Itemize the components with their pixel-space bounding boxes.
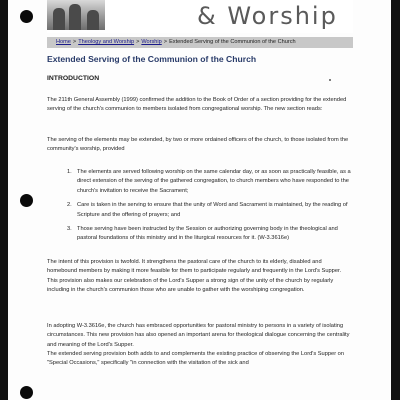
paragraph-1: The 211th General Assembly (1999) confirmed the addition to the Book of Order of a section providing for the extended serving of the church's communion to members isolated from congregational worship. The new section reads: [47, 97, 347, 113]
list-item: 3. Those serving have been instructed by the Session or authorizing governing body in the theological and pastoral foundations of this ministry and in the liturgical resources for it. (W-3.3616e) [67, 226, 338, 242]
breadcrumb-link-worship[interactable]: Worship [141, 39, 162, 45]
article [47, 54, 357, 367]
stray-mark [329, 79, 331, 81]
scan-edge-right [391, 0, 400, 400]
printed-page [8, 0, 391, 400]
list-item: 2. Care is taken in the serving to ensure that the unity of Word and Sacrament is maintained, by the reading of Scripture and the offering of prayers; and [67, 202, 348, 218]
section-heading: INTRODUCTION [47, 75, 100, 82]
paragraph-4: In adopting W-3.3616e, the church has embraced opportunities for pastoral ministry to persons in a variety of isolating circumstances. This new provision has also opened an important arena for theological dialogue concerning the centrality and meaning of the Lord's Supper. [47, 323, 350, 348]
banner-title [197, 0, 338, 30]
paragraph-2: The serving of the elements may be extended, by two or more ordained officers of the church, to those isolated from the community's worship, provided [47, 137, 349, 153]
page-title: Extended Serving of the Communion of the Church [47, 54, 257, 64]
banner-photo-icon [47, 0, 105, 30]
breadcrumb-link-theology-worship[interactable]: Theology and Worship [78, 39, 135, 45]
breadcrumb-separator: > [163, 39, 168, 45]
banner-title-top [197, 0, 323, 1]
scan-edge-left [0, 0, 8, 400]
paragraph-3: The intent of this provision is twofold. It strengthens the pastoral care of the church to its elderly, disabled and homebound members by making it more feasible for them to participate regularly and frequently in the Lord's Supper. This provision also makes our celebration of the Lord's Supper a strong sign of the unity of the church by regularly including in the church's communion those who are unable to gather with the worshiping congregation. [47, 259, 342, 294]
breadcrumb-current: Extended Serving of the Communion of the Church [169, 39, 296, 45]
banner-title-main: & Worship [197, 2, 338, 30]
breadcrumb-separator: > [72, 39, 77, 45]
site-banner [47, 0, 353, 33]
breadcrumb [47, 37, 353, 48]
provision-list [67, 168, 355, 249]
binder-hole-icon [20, 386, 33, 399]
list-item: 1. The elements are served following worship on the same calendar day, or as soon as practically feasible, as a direct extension of the serving of the gathered congregation, to church members who have responded to the church's invitation to receive the Sacrament; [67, 169, 351, 194]
breadcrumb-separator: > [136, 39, 140, 45]
binder-hole-icon [20, 10, 33, 23]
paragraph-5: The extended serving provision both adds to and complements the existing practice of observing the Lord's Supper on "Special Occasions," specifically "in connection with the visitation of the sick and [47, 351, 345, 367]
binder-hole-icon [20, 194, 33, 207]
breadcrumb-link-home[interactable]: Home [56, 39, 71, 45]
